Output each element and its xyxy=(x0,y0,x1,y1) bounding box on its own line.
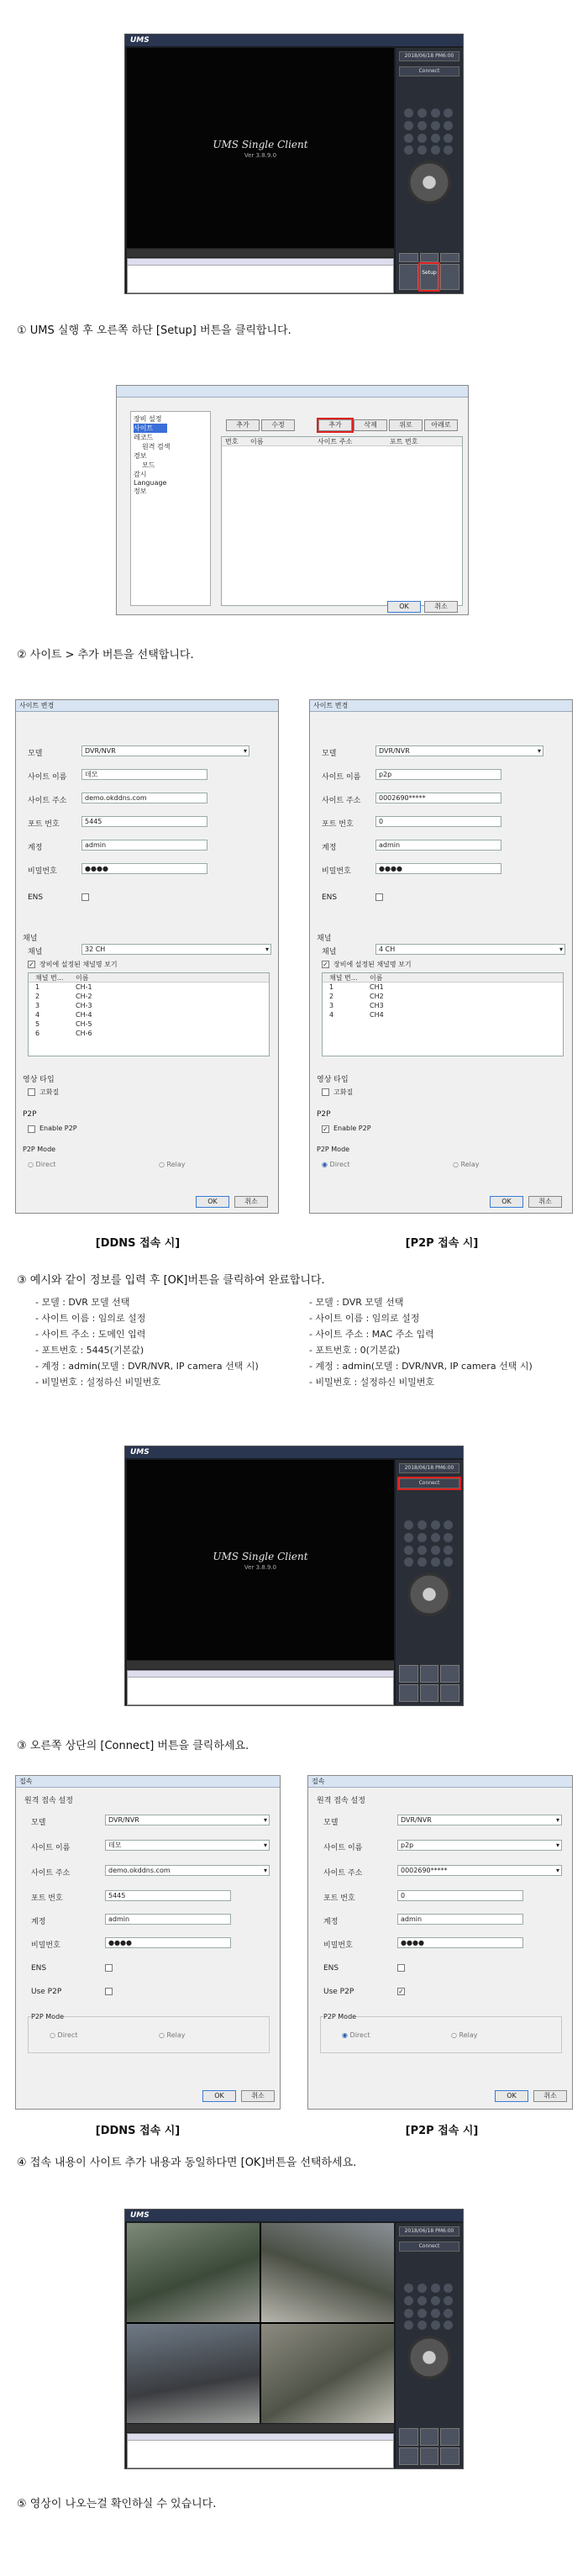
step-3b: ③ 오른쪽 상단의 [Connect] 버튼을 클릭하세요. xyxy=(17,1740,249,1752)
channel-group: 채널 xyxy=(23,935,38,943)
step-3: ③ 예시와 같이 정보를 입력 후 [OK]버튼을 클릭하여 완료합니다. xyxy=(17,1274,325,1287)
tree-item[interactable]: Language xyxy=(134,479,167,487)
addr-label: 사이트 주소 xyxy=(323,1869,363,1878)
model-label: 모델 xyxy=(31,1819,46,1827)
list-item[interactable] xyxy=(29,1019,269,1029)
name-label: 사이트 이름 xyxy=(31,1844,71,1852)
account-label: 계정 xyxy=(31,1918,46,1926)
table-header: 번호 이름 사이트 주소 포트 번호 xyxy=(222,437,462,446)
list-item[interactable] xyxy=(323,1001,563,1010)
toolbar xyxy=(399,2428,459,2465)
fixed-label: 고화질 xyxy=(333,1088,354,1096)
channel-grid[interactable] xyxy=(404,2284,454,2331)
event-log xyxy=(127,2433,394,2468)
caption-ddns-2: [DDNS 접속 시] xyxy=(95,2125,181,2137)
p2p-mode-label: P2P Mode xyxy=(23,1146,56,1153)
tree-item[interactable]: 감시 xyxy=(134,471,147,478)
password-label: 비밀번호 xyxy=(31,1941,60,1950)
name-label: 사이트 이름 xyxy=(322,773,361,782)
name-label: 사이트 이름 xyxy=(28,773,67,782)
direct-radio[interactable]: ○ Direct xyxy=(28,1161,55,1168)
direct-radio[interactable]: ○ Direct xyxy=(50,2031,77,2039)
ens-label: ENS xyxy=(323,1964,339,1973)
name-label: 사이트 이름 xyxy=(323,1844,363,1852)
addr-label: 사이트 주소 xyxy=(28,797,67,805)
model-label: 모델 xyxy=(322,750,337,758)
setup-button[interactable]: Setup xyxy=(420,264,439,290)
tool-button[interactable] xyxy=(440,253,459,262)
port-field[interactable]: 5445 xyxy=(105,1890,231,1901)
col-channel-no: 채널 번... xyxy=(35,974,64,982)
password-field[interactable]: ●●●● xyxy=(81,863,207,874)
cancel-button[interactable]: 취소 xyxy=(241,2090,275,2102)
port-label: 포트 번호 xyxy=(322,820,354,829)
tool-button[interactable] xyxy=(440,264,459,290)
show-channel-label: 장비에 설정된 채널명 보기 xyxy=(333,961,412,968)
toolbar xyxy=(399,1665,459,1702)
cancel-button[interactable]: 취소 xyxy=(528,1196,562,1208)
ptz-wheel-icon[interactable] xyxy=(407,161,451,204)
use-p2p-label: Use P2P xyxy=(31,1988,62,1996)
list-item[interactable] xyxy=(29,1010,269,1019)
relay-radio[interactable]: ○ Relay xyxy=(453,1161,480,1168)
dialog-title: 접속 xyxy=(16,1776,280,1788)
connect-button[interactable]: Connect xyxy=(399,66,459,76)
event-log xyxy=(127,1670,394,1705)
list-item[interactable] xyxy=(29,982,269,992)
video-group: 영상 타입 xyxy=(317,1076,349,1084)
caption-p2p: [P2P 접속 시] xyxy=(405,1237,479,1250)
step-2: ② 사이트 > 추가 버튼을 선택합니다. xyxy=(17,649,194,661)
tool-button[interactable] xyxy=(399,253,418,262)
p2p-mode-label: P2P Mode xyxy=(317,1146,350,1153)
ens-checkbox[interactable] xyxy=(81,893,89,901)
relay-radio[interactable]: ○ Relay xyxy=(159,2031,186,2039)
password-label: 비밀번호 xyxy=(28,867,57,876)
col-channel-name: 이름 xyxy=(76,974,89,982)
camera-view[interactable] xyxy=(261,2223,394,2322)
p2p-group: P2P xyxy=(23,1110,37,1119)
ums-window-2: UMS UMS Single Client Ver 3.8.9.0 2018/06/18 PM6:00 Connect xyxy=(124,1446,464,1706)
fixed-label: 고화질 xyxy=(39,1088,60,1096)
ens-label: ENS xyxy=(322,893,338,902)
p2p-group: P2P xyxy=(317,1110,331,1119)
ums-window-1 xyxy=(124,34,464,294)
name-field[interactable]: p2p ▾ xyxy=(397,1840,562,1851)
addr-field[interactable]: 0002690***** xyxy=(375,793,501,803)
tree-item[interactable]: 레코드 xyxy=(134,434,154,441)
enable-p2p-checkbox[interactable] xyxy=(28,1125,35,1133)
channel-name: CH4 xyxy=(370,1011,384,1019)
setup-tree xyxy=(130,411,211,606)
channel-name: CH3 xyxy=(370,1002,384,1009)
notes-ddns: - 모델 : DVR 모델 선택 - 사이트 이름 : 임의로 설정 - 사이트 주소 : 도메인 입력 - 포트번호 : 5445(기본값) - 계정 : admin(모델 : DVR/NVR, IP camera 선택 시) - 비밀번호 : 설정하신 비밀번호 xyxy=(35,1297,259,1388)
channel-name: CH2 xyxy=(370,993,384,1000)
col-channel-no: 채널 번... xyxy=(329,974,358,982)
ok-button[interactable]: OK xyxy=(490,1196,523,1208)
channel-name: CH-6 xyxy=(76,1030,92,1037)
channel-name: CH1 xyxy=(370,983,384,991)
connect-dialog-ddns xyxy=(15,1775,281,2110)
event-log xyxy=(127,258,394,293)
tree-item-site[interactable]: 사이트 xyxy=(134,424,167,433)
ens-label: ENS xyxy=(28,893,44,902)
ok-button[interactable]: OK xyxy=(387,601,421,613)
account-field[interactable]: admin xyxy=(81,840,207,851)
camera-view[interactable] xyxy=(127,2324,260,2423)
channel-name: CH-3 xyxy=(76,1002,92,1009)
cancel-button[interactable]: 취소 xyxy=(424,601,458,613)
port-label: 포트 번호 xyxy=(28,820,60,829)
channel-no: 5 xyxy=(35,1020,40,1028)
list-item[interactable] xyxy=(29,1029,269,1038)
cancel-button[interactable]: 취소 xyxy=(234,1196,268,1208)
control-panel: 2018/06/18 PM6:00 Connect xyxy=(396,1460,463,1705)
channel-group: 채널 xyxy=(317,935,332,943)
ums-version: Ver 3.8.9.0 xyxy=(244,152,277,159)
step-4: ④ 접속 내용이 사이트 추가 내용과 동일하다면 [OK]버튼을 선택하세요. xyxy=(17,2157,357,2169)
password-label: 비밀번호 xyxy=(323,1941,353,1950)
password-field[interactable]: ●●●● xyxy=(397,1937,523,1948)
addr-field[interactable]: demo.okddns.com ▾ xyxy=(105,1865,270,1876)
connect-button[interactable]: Connect xyxy=(399,1478,459,1488)
channel-list-header xyxy=(29,973,269,982)
name-field[interactable]: p2p xyxy=(375,769,501,780)
camera-view[interactable] xyxy=(127,2223,260,2322)
control-panel: 2018/06/18 PM6:00 Connect xyxy=(396,2223,463,2468)
connect-dialog-p2p xyxy=(307,1775,573,2110)
status-bar xyxy=(127,249,394,257)
channel-grid[interactable] xyxy=(404,1520,454,1567)
relay-radio[interactable]: ○ Relay xyxy=(159,1161,186,1168)
model-field[interactable]: DVR/NVR ▾ xyxy=(375,745,543,756)
use-p2p-checkbox[interactable]: ✓ xyxy=(398,1988,404,1995)
channel-select[interactable]: 4 CH ▾ xyxy=(375,944,565,955)
channel-no: 2 xyxy=(329,993,334,1000)
remote-group: 원격 접속 설정 xyxy=(24,1797,73,1805)
tree-item[interactable]: 장비 설정 xyxy=(134,415,162,423)
dialog-title: 사이트 변경 xyxy=(16,700,278,712)
ens-checkbox[interactable] xyxy=(105,1964,113,1972)
channel-grid[interactable] xyxy=(404,108,454,155)
ok-button[interactable]: OK xyxy=(495,2090,528,2102)
model-field[interactable]: DVR/NVR ▾ xyxy=(81,745,249,756)
channel-no: 4 xyxy=(35,1011,40,1019)
password-field[interactable]: ●●●● xyxy=(105,1937,231,1948)
enable-p2p-checkbox[interactable]: ✓ xyxy=(323,1125,328,1133)
step-1: ① UMS 실행 후 오른쪽 하단 [Setup] 버튼을 클릭합니다. xyxy=(17,324,291,337)
account-field[interactable]: admin xyxy=(375,840,501,851)
channel-no: 1 xyxy=(35,983,40,991)
channel-no: 3 xyxy=(329,1002,334,1009)
model-field[interactable]: DVR/NVR ▾ xyxy=(397,1815,562,1825)
channel-name: CH-1 xyxy=(76,983,92,991)
cancel-button[interactable]: 취소 xyxy=(533,2090,567,2102)
direct-radio[interactable]: ◉ Direct xyxy=(322,1161,349,1168)
down-button[interactable]: 아래로 xyxy=(424,419,458,431)
step-5: ⑤ 영상이 나오는걸 확인하실 수 있습니다. xyxy=(17,2498,217,2510)
video-group: 영상 타입 xyxy=(23,1076,55,1084)
channel-no: 1 xyxy=(329,983,334,991)
setup-dialog xyxy=(116,385,469,615)
fixed-checkbox[interactable] xyxy=(28,1088,35,1096)
addr-field[interactable]: 0002690***** ▾ xyxy=(397,1865,562,1876)
notes-p2p: - 모델 : DVR 모델 선택 - 사이트 이름 : 임의로 설정 - 사이트 주소 : MAC 주소 입력 - 포트번호 : 0(기본값) - 계정 : admin(모델 : DVR/NVR, IP camera 선택 시) - 비밀번호 : 설정하신 비밀번호 xyxy=(309,1297,533,1388)
list-item[interactable] xyxy=(323,982,563,992)
list-item[interactable] xyxy=(29,992,269,1001)
p2p-mode-label: P2P Mode xyxy=(31,2013,65,2020)
channel-list-header xyxy=(323,973,563,982)
channel-label: 채널 xyxy=(322,948,337,956)
tree-item[interactable]: 모드 xyxy=(142,461,155,469)
show-channel-label: 장비에 설정된 채널명 보기 xyxy=(39,961,118,968)
password-field[interactable]: ●●●● xyxy=(375,863,501,874)
video-screen: UMS Single Client Ver 3.8.9.0 xyxy=(127,1460,394,1660)
channel-list xyxy=(28,972,270,1056)
toolbar xyxy=(399,253,459,290)
caption-ddns: [DDNS 접속 시] xyxy=(95,1237,181,1250)
port-field[interactable]: 0 xyxy=(375,816,501,827)
tool-button[interactable] xyxy=(420,253,439,262)
channel-name: CH-4 xyxy=(76,1011,92,1019)
channel-name: CH-2 xyxy=(76,993,92,1000)
ptz-wheel-icon[interactable] xyxy=(407,1572,451,1616)
caption-p2p-2: [P2P 접속 시] xyxy=(405,2125,479,2137)
addr-field[interactable]: demo.okddns.com xyxy=(81,793,207,803)
ens-checkbox[interactable] xyxy=(375,893,383,901)
control-panel xyxy=(396,48,463,293)
panel-clock: 2018/06/18 PM6:00 xyxy=(399,51,459,61)
video-grid xyxy=(127,2223,394,2423)
remote-group: 원격 접속 설정 xyxy=(317,1797,365,1805)
channel-no: 4 xyxy=(329,1011,334,1019)
p2p-mode-label: P2P Mode xyxy=(323,2013,357,2020)
model-label: 모델 xyxy=(28,750,43,758)
dialog-title: 접속 xyxy=(308,1776,572,1788)
channel-no: 6 xyxy=(35,1030,40,1037)
ums-logo: UMS Single Client xyxy=(213,139,308,150)
tree-item[interactable]: 경보 xyxy=(134,452,147,460)
model-label: 모델 xyxy=(323,1819,339,1827)
account-label: 계정 xyxy=(323,1918,339,1926)
delete-button[interactable]: 삭제 xyxy=(354,419,387,431)
list-item[interactable] xyxy=(323,992,563,1001)
col-channel-name: 이름 xyxy=(370,974,383,982)
channel-select[interactable]: 32 CH ▾ xyxy=(81,944,271,955)
addr-label: 사이트 주소 xyxy=(31,1869,71,1878)
site-dialog-p2p xyxy=(309,699,573,1214)
tree-item[interactable]: 원격 검색 xyxy=(142,443,171,450)
ptz-wheel-icon[interactable] xyxy=(407,2336,451,2379)
video-screen xyxy=(127,48,394,248)
account-field[interactable]: admin xyxy=(105,1914,231,1925)
port-label: 포트 번호 xyxy=(31,1894,63,1903)
camera-view[interactable] xyxy=(261,2324,394,2423)
ens-label: ENS xyxy=(31,1964,47,1973)
enable-p2p-label: Enable P2P xyxy=(39,1125,77,1132)
direct-radio[interactable]: ◉ Direct xyxy=(342,2031,370,2039)
enable-p2p-label: Enable P2P xyxy=(333,1125,371,1132)
name-field[interactable]: 데모 ▾ xyxy=(105,1840,270,1851)
site-dialog-ddns xyxy=(15,699,279,1214)
list-item[interactable] xyxy=(29,1001,269,1010)
fixed-checkbox[interactable] xyxy=(322,1088,329,1096)
tool-button[interactable] xyxy=(399,264,418,290)
channel-no: 3 xyxy=(35,1002,40,1009)
show-channel-checkbox[interactable]: ✓ xyxy=(29,961,34,968)
tab-edit[interactable]: 수정 xyxy=(261,419,295,431)
show-channel-checkbox[interactable]: ✓ xyxy=(323,961,328,968)
channel-name: CH-5 xyxy=(76,1020,92,1028)
ums-window-3: UMS 2018/06/18 PM6:00 Connect xyxy=(124,2209,464,2469)
up-button[interactable]: 위로 xyxy=(389,419,423,431)
port-label: 포트 번호 xyxy=(323,1894,355,1903)
site-table xyxy=(221,436,463,606)
use-p2p-checkbox[interactable] xyxy=(105,1988,113,1995)
channel-no: 2 xyxy=(35,993,40,1000)
ums-brand: UMS xyxy=(130,36,150,45)
ok-button[interactable]: OK xyxy=(202,2090,236,2102)
account-label: 계정 xyxy=(322,844,337,852)
tab-add[interactable]: 추가 xyxy=(226,419,260,431)
password-label: 비밀번호 xyxy=(322,867,351,876)
account-label: 계정 xyxy=(28,844,43,852)
channel-label: 채널 xyxy=(28,948,43,956)
addr-label: 사이트 주소 xyxy=(322,797,361,805)
model-field[interactable]: DVR/NVR ▾ xyxy=(105,1815,270,1825)
add-button[interactable]: 추가 xyxy=(318,419,352,431)
use-p2p-label: Use P2P xyxy=(323,1988,354,1996)
relay-radio[interactable]: ○ Relay xyxy=(451,2031,478,2039)
channel-list xyxy=(322,972,564,1056)
name-field[interactable]: 데모 xyxy=(81,769,207,780)
tree-item[interactable]: 정보 xyxy=(134,487,147,495)
port-field[interactable]: 0 xyxy=(397,1890,523,1901)
list-item[interactable] xyxy=(323,1010,563,1019)
port-field[interactable]: 5445 xyxy=(81,816,207,827)
ens-checkbox[interactable] xyxy=(397,1964,405,1972)
account-field[interactable]: admin xyxy=(397,1914,523,1925)
ok-button[interactable]: OK xyxy=(196,1196,229,1208)
ums-titlebar xyxy=(125,34,463,46)
dialog-title: 사이트 변경 xyxy=(310,700,572,712)
